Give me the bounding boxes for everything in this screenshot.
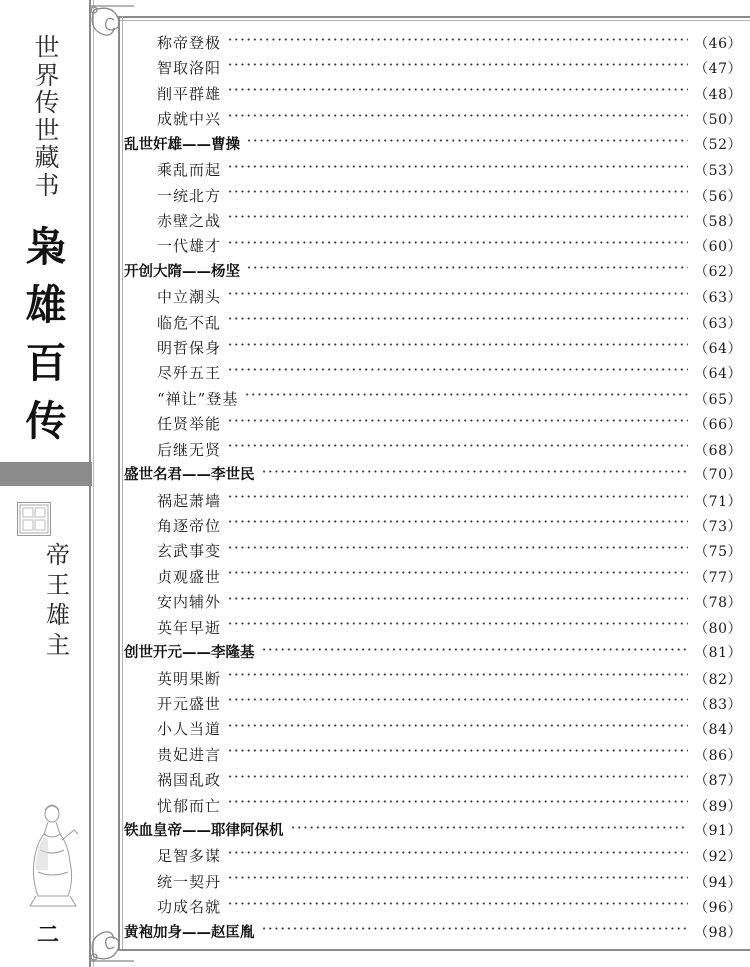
toc-section-title: 一统北方 bbox=[157, 186, 222, 205]
frame-top-line-inner bbox=[118, 20, 750, 21]
toc-page-number: （70） bbox=[694, 467, 742, 484]
category-title-char: 帝 bbox=[46, 541, 70, 569]
toc-page-number: （89） bbox=[694, 798, 742, 815]
toc-section-title: 中立潮头 bbox=[157, 288, 222, 307]
toc-leader-dots bbox=[290, 826, 689, 829]
toc-section-row[interactable] bbox=[124, 716, 742, 742]
toc-page-number: （62） bbox=[694, 263, 742, 280]
category-title bbox=[44, 540, 72, 660]
toc-section-title: 祸国乱政 bbox=[157, 771, 222, 790]
toc-page-number: （84） bbox=[694, 722, 742, 739]
toc-section-row[interactable] bbox=[124, 157, 742, 183]
toc-leader-dots bbox=[227, 215, 688, 218]
toc-page-number: （83） bbox=[694, 696, 742, 713]
toc-section-row[interactable] bbox=[124, 589, 742, 615]
series-title-char: 世 bbox=[34, 33, 60, 62]
toc-chapter-title: 黄袍加身——赵匡胤 bbox=[124, 924, 255, 941]
toc-section-row[interactable] bbox=[124, 691, 742, 717]
toc-leader-dots bbox=[227, 775, 688, 778]
toc-section-row[interactable] bbox=[124, 411, 742, 437]
toc-leader-dots bbox=[227, 343, 688, 346]
toc-leader-dots bbox=[261, 470, 689, 473]
book-title-char: 枭 bbox=[25, 223, 67, 271]
series-title bbox=[30, 34, 64, 199]
toc-chapter-row[interactable] bbox=[124, 818, 742, 844]
toc-section-title: 英年早逝 bbox=[157, 618, 222, 637]
toc-section-row[interactable] bbox=[124, 183, 742, 209]
toc-chapter-row[interactable] bbox=[124, 462, 742, 488]
toc-section-row[interactable] bbox=[124, 437, 742, 463]
toc-section-title: 贞观盛世 bbox=[157, 567, 222, 586]
divider-band bbox=[0, 462, 92, 486]
toc-leader-dots bbox=[227, 63, 688, 66]
toc-section-title: 成就中兴 bbox=[157, 110, 222, 129]
toc-leader-dots bbox=[227, 165, 688, 168]
toc-section-title: 祸起萧墙 bbox=[157, 491, 222, 510]
toc-section-title: 临危不乱 bbox=[157, 313, 222, 332]
toc-leader-dots bbox=[227, 698, 688, 701]
toc-page-number: （64） bbox=[694, 366, 742, 383]
toc-section-title: 削平群雄 bbox=[157, 84, 222, 103]
toc-section-row[interactable] bbox=[124, 843, 742, 869]
toc-leader-dots bbox=[227, 190, 688, 193]
category-title-char: 王 bbox=[46, 571, 70, 599]
seal-graphic bbox=[19, 504, 49, 534]
toc-leader-dots bbox=[227, 114, 688, 117]
toc-section-row[interactable] bbox=[124, 869, 742, 895]
series-title-char: 书 bbox=[34, 170, 60, 200]
toc-leader-dots bbox=[227, 800, 688, 803]
toc-leader-dots bbox=[227, 546, 688, 549]
toc-page-number: （81） bbox=[694, 645, 742, 662]
toc-page-number: （48） bbox=[694, 86, 742, 103]
toc-page-number: （63） bbox=[694, 315, 742, 332]
toc-chapter-row[interactable] bbox=[124, 132, 742, 158]
page-number: 二 bbox=[36, 922, 59, 948]
toc-section-row[interactable] bbox=[124, 360, 742, 386]
toc-leader-dots bbox=[227, 597, 688, 600]
book-title-char: 传 bbox=[25, 397, 67, 445]
toc-leader-dots bbox=[227, 88, 688, 91]
toc-page-number: （53） bbox=[694, 163, 742, 180]
toc-page-number: （52） bbox=[694, 136, 742, 153]
toc-section-title: 赤壁之战 bbox=[157, 211, 222, 230]
toc-section-row[interactable] bbox=[124, 615, 742, 641]
toc-leader-dots bbox=[227, 368, 688, 371]
toc-page-number: （98） bbox=[694, 924, 742, 941]
toc-leader-dots bbox=[227, 317, 688, 320]
toc-leader-dots bbox=[246, 139, 688, 142]
toc-section-title: 开元盛世 bbox=[157, 694, 222, 713]
toc-leader-dots bbox=[227, 292, 688, 295]
toc-chapter-title: 开创大隋——杨坚 bbox=[124, 263, 240, 280]
toc-leader-dots bbox=[246, 266, 688, 269]
toc-section-row[interactable] bbox=[124, 81, 742, 107]
toc-page-number: （75） bbox=[694, 544, 742, 561]
toc-section-row[interactable] bbox=[124, 666, 742, 692]
book-title-char: 雄 bbox=[25, 281, 67, 329]
toc-leader-dots bbox=[227, 851, 688, 854]
toc-leader-dots bbox=[227, 571, 688, 574]
toc-page-number: （64） bbox=[694, 341, 742, 358]
toc-leader-dots bbox=[244, 393, 688, 396]
book-title bbox=[22, 218, 70, 450]
toc-leader-dots bbox=[227, 495, 688, 498]
toc-section-row[interactable] bbox=[124, 538, 742, 564]
toc-page-number: （65） bbox=[694, 391, 742, 408]
toc-page-number: （71） bbox=[694, 493, 742, 510]
toc-section-title: 尽歼五王 bbox=[157, 364, 222, 383]
toc-page-number: （50） bbox=[694, 112, 742, 129]
toc-section-title: 玄武事变 bbox=[157, 542, 222, 561]
toc-page-number: （94） bbox=[694, 874, 742, 891]
toc-section-title: 乘乱而起 bbox=[157, 161, 222, 180]
frame-bottom-line bbox=[118, 949, 750, 951]
toc-section-title: 小人当道 bbox=[157, 720, 222, 739]
toc-page-number: （73） bbox=[694, 518, 742, 535]
toc-section-row[interactable] bbox=[124, 208, 742, 234]
toc-section-row[interactable] bbox=[124, 564, 742, 590]
toc-section-title: 英明果断 bbox=[157, 669, 222, 688]
toc-leader-dots bbox=[227, 622, 688, 625]
toc-section-row[interactable] bbox=[124, 386, 742, 412]
toc-leader-dots bbox=[227, 241, 688, 244]
toc-section-title: 安内辅外 bbox=[157, 593, 222, 612]
toc-section-row[interactable] bbox=[124, 894, 742, 920]
toc-section-row[interactable] bbox=[124, 335, 742, 361]
toc-chapter-title: 创世开元——李隆基 bbox=[124, 645, 255, 662]
category-title-char: 主 bbox=[46, 631, 70, 659]
scholar-figure-icon bbox=[18, 800, 88, 910]
toc-leader-dots bbox=[227, 749, 688, 752]
toc-section-title: 称帝登极 bbox=[157, 34, 222, 52]
toc-leader-dots bbox=[227, 38, 688, 41]
toc-page-number: （58） bbox=[694, 213, 742, 230]
toc-leader-dots bbox=[227, 444, 688, 447]
toc-section-title: 一代雄才 bbox=[157, 237, 222, 256]
toc-leader-dots bbox=[227, 724, 688, 727]
toc-section-title: 任贤举能 bbox=[157, 415, 222, 434]
toc-leader-dots bbox=[261, 927, 689, 930]
toc-section-title: “禅让”登基 bbox=[157, 389, 239, 408]
toc-section-row[interactable] bbox=[124, 488, 742, 514]
toc-chapter-row[interactable] bbox=[124, 920, 742, 946]
toc-page-number: （87） bbox=[694, 773, 742, 790]
seal-stamp-icon bbox=[17, 502, 51, 536]
toc-leader-dots bbox=[227, 419, 688, 422]
toc-section-row[interactable] bbox=[124, 310, 742, 336]
spine-border-inner bbox=[93, 0, 94, 967]
toc-section-title: 统一契丹 bbox=[157, 872, 222, 891]
toc-section-title: 足智多谋 bbox=[157, 847, 222, 866]
frame-left-line bbox=[118, 16, 120, 951]
toc-chapter-title: 乱世奸雄——曹操 bbox=[124, 136, 240, 153]
category-title-char: 雄 bbox=[46, 601, 70, 629]
toc-leader-dots bbox=[227, 673, 688, 676]
toc-page-number: （91） bbox=[694, 823, 742, 840]
toc-page-number: （96） bbox=[694, 900, 742, 917]
toc-leader-dots bbox=[227, 520, 688, 523]
toc-leader-dots bbox=[261, 648, 689, 651]
series-title-char: 传 bbox=[34, 88, 60, 117]
toc-section-row[interactable] bbox=[124, 233, 742, 259]
toc-section-row[interactable] bbox=[124, 513, 742, 539]
toc-section-row[interactable] bbox=[124, 742, 742, 768]
toc-page-number: （56） bbox=[694, 188, 742, 205]
book-spine bbox=[0, 0, 92, 967]
toc-chapter-title: 铁血皇帝——耶律阿保机 bbox=[124, 823, 284, 840]
book-title-char: 百 bbox=[25, 339, 67, 387]
toc-section-title: 贵妃进言 bbox=[157, 745, 222, 764]
toc-section-title: 明哲保身 bbox=[157, 339, 222, 358]
toc-section-title: 角逐帝位 bbox=[157, 516, 222, 535]
toc-page-number: （60） bbox=[694, 239, 742, 256]
toc-page-number: （86） bbox=[694, 747, 742, 764]
toc-section-row[interactable] bbox=[124, 30, 742, 56]
frame-left-line-inner bbox=[122, 16, 123, 951]
toc-section-row[interactable] bbox=[124, 767, 742, 793]
toc-leader-dots bbox=[227, 902, 688, 905]
toc-section-row[interactable] bbox=[124, 55, 742, 81]
toc-chapter-row[interactable] bbox=[124, 640, 742, 666]
toc-section-title: 功成名就 bbox=[157, 898, 222, 917]
toc-leader-dots bbox=[227, 876, 688, 879]
toc-section-title: 智取洛阳 bbox=[157, 59, 222, 78]
toc-section-row[interactable] bbox=[124, 106, 742, 132]
toc-page-number: （82） bbox=[694, 671, 742, 688]
toc-section-row[interactable] bbox=[124, 793, 742, 819]
toc-section-title: 忧郁而亡 bbox=[157, 796, 222, 815]
toc-page-number: （46） bbox=[694, 36, 742, 52]
toc-page-number: （66） bbox=[694, 417, 742, 434]
toc-section-row[interactable] bbox=[124, 284, 742, 310]
frame-top-line bbox=[118, 16, 750, 18]
toc-page-number: （63） bbox=[694, 290, 742, 307]
toc-chapter-title: 盛世名君——李世民 bbox=[124, 467, 255, 484]
series-title-char: 藏 bbox=[34, 143, 60, 172]
series-title-char: 界 bbox=[34, 60, 60, 90]
toc-page-number: （47） bbox=[694, 61, 742, 78]
toc-page-number: （68） bbox=[694, 442, 742, 459]
toc-chapter-row[interactable] bbox=[124, 259, 742, 285]
toc-section-title: 后继无贤 bbox=[157, 440, 222, 459]
toc-page-number: （77） bbox=[694, 569, 742, 586]
series-title-char: 世 bbox=[34, 115, 60, 145]
toc-page-number: （80） bbox=[694, 620, 742, 637]
toc-page-number: （78） bbox=[694, 595, 742, 612]
toc-page-number: （92） bbox=[694, 849, 742, 866]
